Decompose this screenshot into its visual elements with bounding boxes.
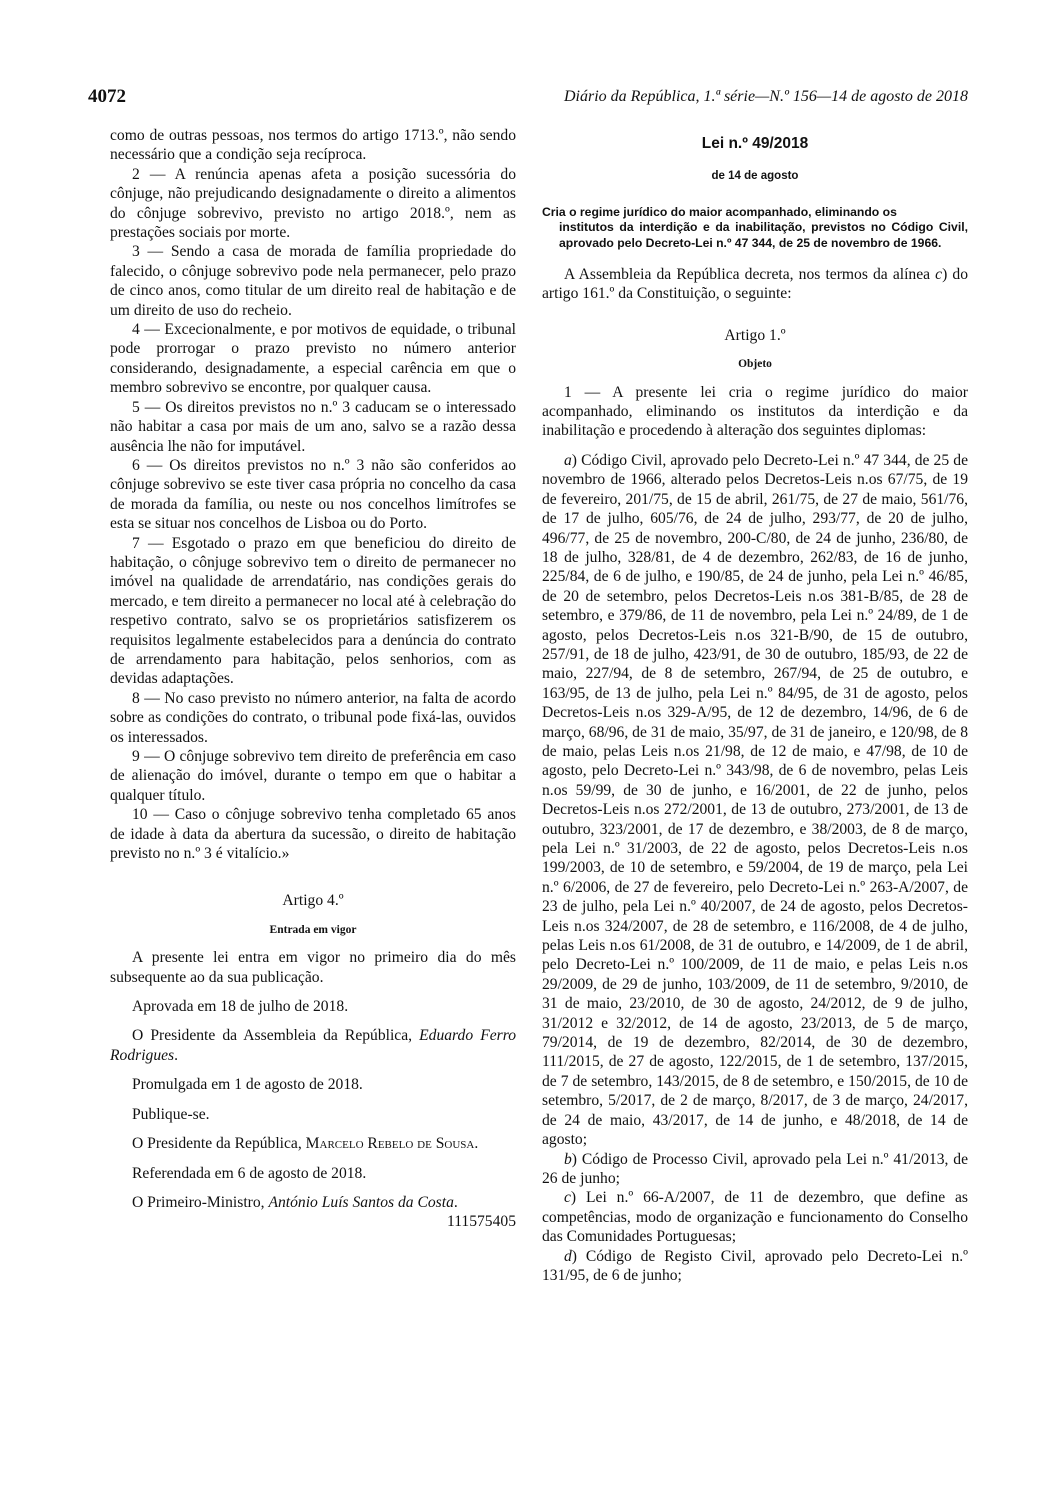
paragraph: 4 — Excecionalmente, e por motivos de equidade, o tribunal pode prorrogar o prazo previsto no número anterior considerando, designadamente, a especial carência em que o membro sobrevivo se encontre, por qualquer causa. (110, 321, 516, 397)
article-title: Artigo 4.º (282, 892, 344, 910)
law-date: de 14 de agosto (711, 170, 799, 183)
preamble: A Assembleia da República decreta, nos termos da alínea c) do artigo 161.º da Constituição, o seguinte: (542, 266, 968, 303)
publish-order: Publique-se. (132, 1105, 210, 1123)
paragraph: 7 — Esgotado o prazo em que beneficiou do direito de habitação, o cônjuge sobrevivo tem o direito de permanecer no imóvel na qualidade de arrendatário, nas condições gerais do mercado, e tem direito a permanecer no local até à celebração do respetivo contrato, salvo se os proprietários satisfizerem os requisitos legalmente estabelecidos para a denúncia do contrato de arrendamento para habitação, pelos senhorios, com as devidas adaptações. (110, 534, 516, 688)
signatory-ar: O Presidente da Assembleia da República, Eduardo Ferro Rodrigues. (110, 1027, 517, 1064)
article-heading: Entrada em vigor (269, 923, 357, 936)
running-head: Diário da República, 1.ª série—N.º 156—14 de agosto de 2018 (563, 88, 968, 105)
paragraph: 3 — Sendo a casa de morada de família propriedade do falecido, o cônjuge sobrevivo pode nela permanecer, pelo prazo de cinco anos, como titular de um direito real de habitação e de um direito de uso do recheio. (110, 243, 516, 319)
list-item: a) Código Civil, aprovado pelo Decreto-Lei n.º 47 344, de 25 de novembro de 1966, alterado pelos Decretos-Leis n.os 67/75, de 19 de fevereiro, 201/75, de 15 de abril, 261/75, de 27 de maio, 561/76, de 17 de julho, 605/76, de 24 de julho, 293/77, de 20 de julho, 496/77, de 25 de novembro, 200-C/80, de 24 de junho, 236/80, de 18 de julho, 328/81, de 4 de dezembro, 262/83, de 16 de junho, 225/84, de 6 de julho, e 190/85, de 24 de junho, pela Lei n.º 46/85, de 20 de setembro, pelos Decretos-Leis n.os 381-B/85, de 28 de setembro, e 379/86, de 11 de novembro, pela Lei n.º 24/89, de 1 de agosto, pelos Decretos-Leis n.os 321-B/90, de 15 de outubro, 257/91, de 18 de julho, 423/91, de 30 de outubro, 185/93, de 22 de maio, 227/94, de 8 de setembro, 267/94, de 25 de outubro, e 163/95, de 13 de julho, pela Lei n.º 84/95, de 31 de agosto, pelos Decretos-Leis n.os 329-A/95, de 12 de dezembro, 14/96, de 6 de março, 68/96, de 31 de maio, 35/97, de 31 de janeiro, e 120/98, de 8 de maio, pelas Leis n.os 21/98, de 12 de maio, e 47/98, de 10 de agosto, pelo Decreto-Lei n.º 343/98, de 6 de novembro, pelas Leis n.os 59/99, de 30 de junho, e 16/2001, de 22 de junho, pelos Decretos-Leis n.os 272/2001, de 13 de outubro, 273/2001, de 13 de outubro, 323/2001, de 17 de dezembro, e 38/2003, de 8 de março, pela Lei n.º 31/2003, de 22 de agosto, pelos Decretos-Leis n.os 199/2003, de 10 de setembro, e 59/2004, de 19 de março, pela Lei n.º 6/2006, de 27 de fevereiro, pelo Decreto-Lei n.º 263-A/2007, de 23 de julho, pela Lei n.º 40/2007, de 24 de agosto, pelos Decretos-Leis n.os 324/2007, de 28 de setembro, e 116/2008, de 4 de julho, pelas Leis n.os 61/2008, de 31 de outubro, e 14/2009, de 1 de abril, pelo Decreto-Lei n.º 100/2009, de 11 de maio, e pelas Leis n.os 29/2009, de 29 de junho, 103/2009, de 11 de setembro, 9/2010, de 31 de maio, 23/2010, de 30 de agosto, 24/2012, de 9 de julho, 31/2012 e 32/2012, de 14 de agosto, 23/2013, de 5 de março, 79/2014, de 19 de dezembro, 82/2014, de 30 de dezembro, 111/2015, de 27 de agosto, 122/2015, de 1 de setembro, 137/2015, de 7 de setembro, 143/2015, de 8 de setembro, e 150/2015, de 10 de setembro, 5/2017, de 2 de março, 8/2017, de 3 de março, 24/2017, de 24 de maio, 43/2017, de 14 de junho, e 48/2018, de 14 de agosto; (542, 451, 968, 1149)
article-heading: Objeto (738, 358, 772, 371)
paragraph: 10 — Caso o cônjuge sobrevivo tenha completado 65 anos de idade à data da abertura da sucessão, o direito de habitação previsto no n.º 3 é vitalício.» (110, 806, 516, 863)
paragraph: 8 — No caso previsto no número anterior, na falta de acordo sobre as condições do contrato, o tribunal pode fixá-las, ouvidos os interessados. (110, 689, 516, 746)
law-title: Lei n.º 49/2018 (701, 135, 809, 152)
list-item: c) Lei n.º 66-A/2007, de 11 de dezembro, que define as competências, modo de organização e funcionamento do Conselho das Comunidades Portuguesas; (542, 1189, 968, 1246)
paragraph: 6 — Os direitos previstos no n.º 3 não são conferidos ao cônjuge sobrevivo se este tiver casa própria no concelho da casa de morada da família, ou neste ou nos concelhos limítrofes se esta se situar nos concelhos de Lisboa ou do Porto. (110, 456, 516, 533)
paragraph: como de outras pessoas, nos termos do artigo 1713.º, não sendo necessário que a condição seja recíproca. (110, 127, 516, 164)
article-text: A presente lei entra em vigor no primeiro dia do mês subsequente ao da sua publicação. (110, 949, 516, 986)
signatory-president: O Presidente da República, Marcelo Rebelo de Sousa. (132, 1135, 479, 1153)
promulgation-date: Promulgada em 1 de agosto de 2018. (132, 1076, 363, 1094)
page-header (88, 86, 968, 112)
signatory-pm: O Primeiro-Ministro, António Luís Santos da Costa. (132, 1193, 458, 1211)
article-title: Artigo 1.º (724, 326, 786, 344)
approval-date: Aprovada em 18 de julho de 2018. (132, 998, 349, 1016)
referendum-date: Referendada em 6 de agosto de 2018. (132, 1164, 367, 1182)
paragraph: 9 — O cônjuge sobrevivo tem direito de preferência em caso de alienação do imóvel, durante o tempo em que o habitar a qualquer título. (110, 748, 516, 804)
article-text: 1 — A presente lei cria o regime jurídico do maior acompanhado, eliminando os institutos da interdição e da inabilitação e procedendo à alteração dos seguintes diplomas: (542, 383, 968, 440)
left-column (110, 126, 516, 1232)
paragraph: 2 — A renúncia apenas afeta a posição sucessória do cônjuge, não prejudicando designadamente o direito a alimentos do cônjuge sobrevivo, previsto no artigo 2018.º, nem as prestações sociais por morte. (110, 165, 516, 242)
document-id: 111575405 (446, 1213, 516, 1231)
right-column (542, 134, 968, 1285)
page-number: 4072 (88, 86, 126, 107)
list-item: b) Código de Processo Civil, aprovado pela Lei n.º 41/2013, de 26 de junho; (542, 1150, 968, 1187)
law-summary: Cria o regime jurídico do maior acompanhado, eliminando os institutos da interdição e da inabilitação, previstos no Código Civil, aprovado pelo Decreto-Lei n.º 47 344, de 25 de novembro de 1966. (542, 204, 968, 250)
list-item: d) Código de Registo Civil, aprovado pelo Decreto-Lei n.º 131/95, de 6 de junho; (542, 1247, 968, 1284)
paragraph: 5 — Os direitos previstos no n.º 3 caducam se o interessado não habitar a casa por mais de um ano, salvo se a razão dessa ausência lhe não for imputável. (110, 398, 516, 455)
